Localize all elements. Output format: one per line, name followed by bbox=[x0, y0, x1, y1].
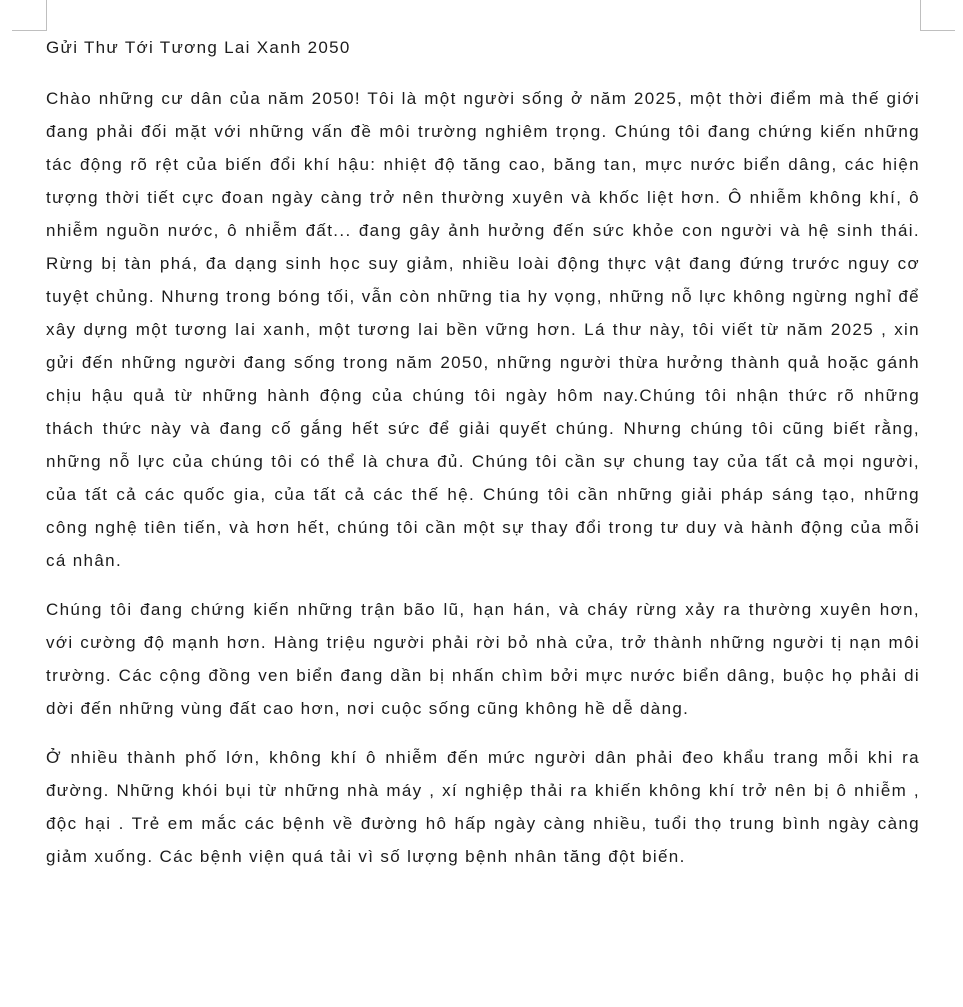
crop-mark-top-right bbox=[920, 0, 921, 30]
crop-mark-top-right-horizontal bbox=[920, 30, 955, 31]
crop-mark-top-left bbox=[46, 0, 47, 30]
document-title: Gửi Thư Tới Tương Lai Xanh 2050 bbox=[46, 38, 351, 57]
document-body[interactable] bbox=[46, 34, 920, 889]
paragraph-2: Chúng tôi đang chứng kiến những trận bão lũ, hạn hán, và cháy rừng xảy ra thường xuyên hơn, với cường độ mạnh hơn. Hàng triệu người phải rời bỏ nhà cửa, trở thành những người tị nạn môi trường. Các cộng đồng ven biển đang dần bị nhấn chìm bởi mực nước biển dâng, buộc họ phải di dời đến những vùng đất cao hơn, nơi cuộc sống cũng không hề dễ dàng. bbox=[46, 600, 920, 718]
paragraph-3: Ở nhiều thành phố lớn, không khí ô nhiễm đến mức người dân phải đeo khẩu trang mỗi khi ra đường. Những khói bụi từ những nhà máy , xí nghiệp thải ra khiến không khí trở nên bị ô nhiễm , độc hại . Trẻ em mắc các bệnh về đường hô hấp ngày càng nhiều, tuổi thọ trung bình ngày càng giảm xuống. Các bệnh viện quá tải vì số lượng bệnh nhân tăng đột biến. bbox=[46, 748, 920, 866]
paragraph-1: Chào những cư dân của năm 2050! Tôi là một người sống ở năm 2025, một thời điểm mà thế giới đang phải đối mặt với những vấn đề môi trường nghiêm trọng. Chúng tôi đang chứng kiến những tác động rõ rệt của biến đổi khí hậu: nhiệt độ tăng cao, băng tan, mực nước biển dâng, các hiện tượng thời tiết cực đoan ngày càng trở nên thường xuyên và khốc liệt hơn. Ô nhiễm không khí, ô nhiễm nguồn nước, ô nhiễm đất... đang gây ảnh hưởng đến sức khỏe con người và hệ sinh thái. Rừng bị tàn phá, đa dạng sinh học suy giảm, nhiều loài động thực vật đang đứng trước nguy cơ tuyệt chủng. Nhưng trong bóng tối, vẫn còn những tia hy vọng, những nỗ lực không ngừng nghỉ để xây dựng một tương lai xanh, một tương lai bền vững hơn. Lá thư này, tôi viết từ năm 2025 , xin gửi đến những người đang sống trong năm 2050, những người thừa hưởng thành quả hoặc gánh chịu hậu quả từ những hành động của chúng tôi ngày hôm nay.Chúng tôi nhận thức rõ những thách thức này và đang cố gắng hết sức để giải quyết chúng. Nhưng chúng tôi cũng biết rằng, những nỗ lực của chúng tôi có thể là chưa đủ. Chúng tôi cần sự chung tay của tất cả mọi người, của tất cả các quốc gia, của tất cả các thế hệ. Chúng tôi cần những giải pháp sáng tạo, những công nghệ tiên tiến, và hơn hết, chúng tôi cần một sự thay đổi trong tư duy và hành động của mỗi cá nhân. bbox=[46, 89, 920, 570]
crop-mark-top-left-horizontal bbox=[12, 30, 47, 31]
